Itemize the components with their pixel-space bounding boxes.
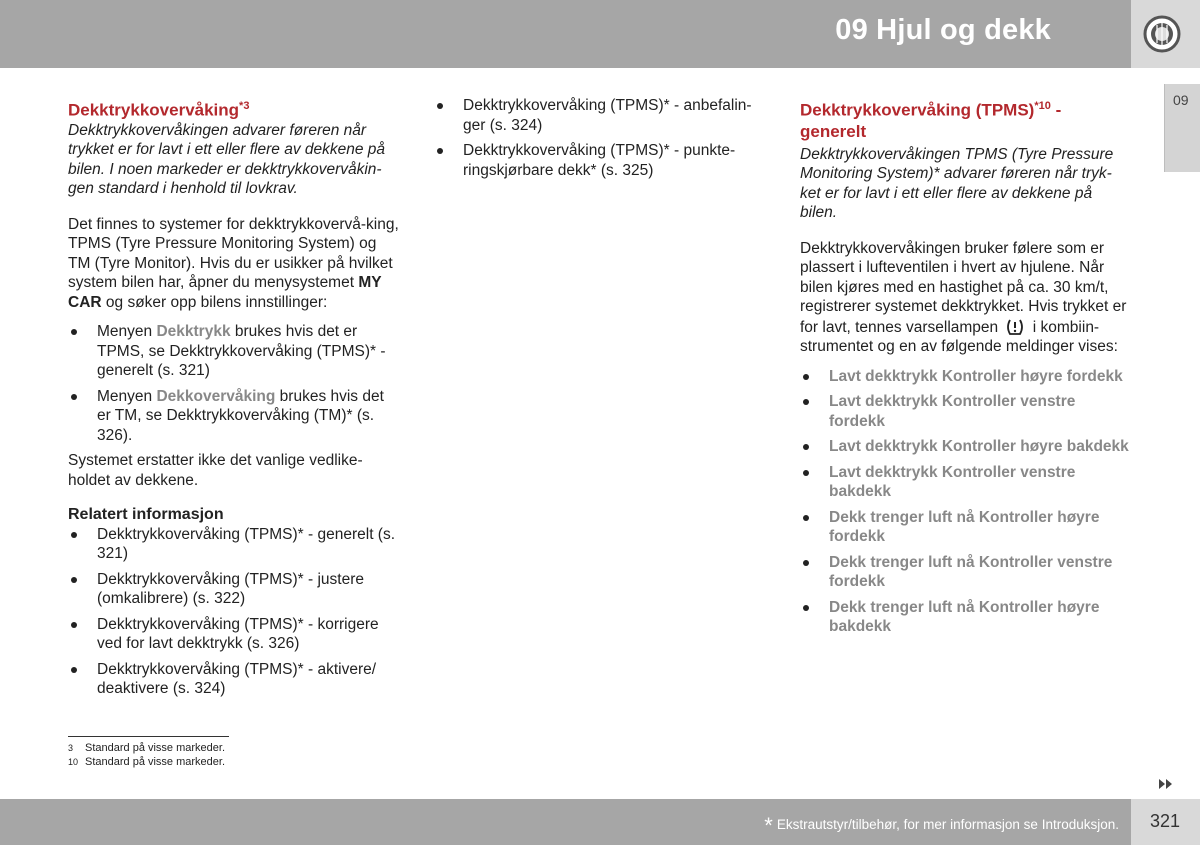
tpms-warning-lamp-icon — [1004, 317, 1026, 337]
paragraph-text: Det finnes to systemer for dekktrykkovervå-king, TPMS (Tyre Pressure Monitoring System) og TM (Tyre Monitor). Hvis du er usikker på hvilket system bilen har, åpner du menysystemet — [68, 215, 399, 292]
footnote-divider — [68, 736, 229, 737]
heading-text: - generelt — [800, 100, 1062, 141]
related-list — [68, 525, 400, 699]
chapter-title: 09 Hjul og dekk — [835, 14, 1051, 46]
paragraph-text: Dekktrykkovervåkingen bruker følere som er plassert i lufteventilen i hvert av hjulene. Når bilen kjøres med en hastighet på ca. 30 km/t, registrerer systemet dekktrykket. Hvis trykket er for lavt, tennes varsellampen — [800, 239, 1127, 336]
related-list-continued — [434, 96, 772, 180]
dashboard-message: Dekk trenger luft nå Kontroller høyre bakdekk — [800, 598, 1130, 637]
cross-reference-link[interactable]: brukes hvis det er TM, se Dekktrykkovervåking (TM)* (s. 326). — [97, 387, 384, 444]
cross-reference-link[interactable]: brukes hvis det er TPMS, se Dekktrykkovervåking (TPMS)* - generelt (s. 321) — [97, 323, 386, 380]
side-tab-label: 09 — [1173, 92, 1189, 108]
page-number: 321 — [1150, 811, 1181, 831]
footnote-number: 3 — [68, 743, 74, 753]
list-item — [68, 387, 400, 446]
footer-bar — [0, 799, 1131, 845]
paragraph — [800, 239, 1130, 357]
footnote-text: Standard på visse markeder. — [85, 742, 226, 754]
footnote-number: 10 — [68, 757, 79, 767]
paragraph-text: og søker opp bilens innstillinger: — [101, 293, 328, 311]
footnote — [68, 755, 225, 769]
column-2 — [434, 96, 772, 186]
next-page-arrows-icon[interactable] — [1158, 777, 1174, 795]
related-link[interactable]: Dekktrykkovervåking (TPMS)* - aktivere/ deaktivere (s. 324) — [68, 660, 400, 699]
section-heading — [800, 96, 1130, 142]
section-heading — [68, 96, 400, 121]
chapter-icon-box — [1131, 0, 1200, 68]
intro-text: Dekktrykkovervåkingen TPMS (Tyre Pressure Monitoring System)* advarer føreren når tryk-ket er for lavt i ett eller flere av dekkene på bilen. — [800, 145, 1114, 222]
dashboard-message: Dekk trenger luft nå Kontroller høyre fordekk — [800, 508, 1130, 547]
dashboard-message: Lavt dekktrykk Kontroller høyre bakdekk — [800, 437, 1130, 457]
footer-star: * — [764, 813, 773, 838]
dashboard-message: Dekk trenger luft nå Kontroller venstre fordekk — [800, 553, 1130, 592]
dashboard-message: Lavt dekktrykk Kontroller høyre fordekk — [800, 367, 1130, 387]
related-link[interactable]: Dekktrykkovervåking (TPMS)* - justere (omkalibrere) (s. 322) — [68, 570, 400, 609]
list-item-text: Menyen — [97, 387, 157, 405]
paragraph — [68, 215, 400, 313]
dashboard-message: Lavt dekktrykk Kontroller venstre bakdekk — [800, 463, 1130, 502]
message-list — [800, 367, 1130, 637]
related-link[interactable]: Dekktrykkovervåking (TPMS)* - punkte-ringskjørbare dekk* (s. 325) — [434, 141, 772, 180]
footer-note — [764, 813, 1119, 839]
footnotes — [68, 741, 225, 769]
footer-text: Ekstrautstyr/tilbehør, for mer informasjon se Introduksjon. — [776, 817, 1119, 832]
list-item — [68, 322, 400, 381]
intro-text: Dekktrykkovervåkingen advarer føreren når trykket er for lavt i ett eller flere av dekkene på bilen. I noen markeder er dekktrykkovervåkin-gen standard i henhold til lovkrav. — [68, 121, 386, 198]
footnote-text: Standard på visse markeder. — [85, 756, 226, 768]
menu-name: Dekkovervåking — [156, 387, 276, 405]
footnote — [68, 741, 225, 755]
column-3 — [800, 96, 1130, 643]
header-bar — [0, 0, 1131, 68]
menu-name: Dekktrykk — [156, 323, 231, 341]
related-link[interactable]: Dekktrykkovervåking (TPMS)* - anbefalin-ger (s. 324) — [434, 96, 772, 135]
tire-icon — [1142, 14, 1182, 54]
dashboard-message: Lavt dekktrykk Kontroller venstre fordekk — [800, 392, 1130, 431]
page-number-box — [1131, 799, 1200, 845]
menu-name: MY CAR — [68, 274, 382, 311]
menu-list — [68, 322, 400, 445]
related-link[interactable]: Dekktrykkovervåking (TPMS)* - generelt (s. 321) — [68, 525, 400, 564]
heading-text: Dekktrykkovervåking — [68, 100, 240, 120]
column-1 — [68, 96, 400, 705]
list-item-text: Menyen — [97, 323, 157, 341]
paragraph: Systemet erstatter ikke det vanlige vedlike-holdet av dekkene. — [68, 452, 363, 489]
heading-text: Dekktrykkovervåking (TPMS) — [800, 100, 1035, 120]
paragraph-text: i kombiin-strumentet og en av følgende meldinger vises: — [800, 318, 1118, 356]
footnote-ref[interactable]: *10 — [1034, 100, 1051, 112]
related-link[interactable]: Dekktrykkovervåking (TPMS)* - korrigere ved for lavt dekktrykk (s. 326) — [68, 615, 400, 654]
related-heading: Relatert informasjon — [68, 506, 224, 524]
footnote-ref[interactable]: *3 — [239, 100, 250, 112]
chapter-side-tab[interactable] — [1164, 84, 1200, 172]
